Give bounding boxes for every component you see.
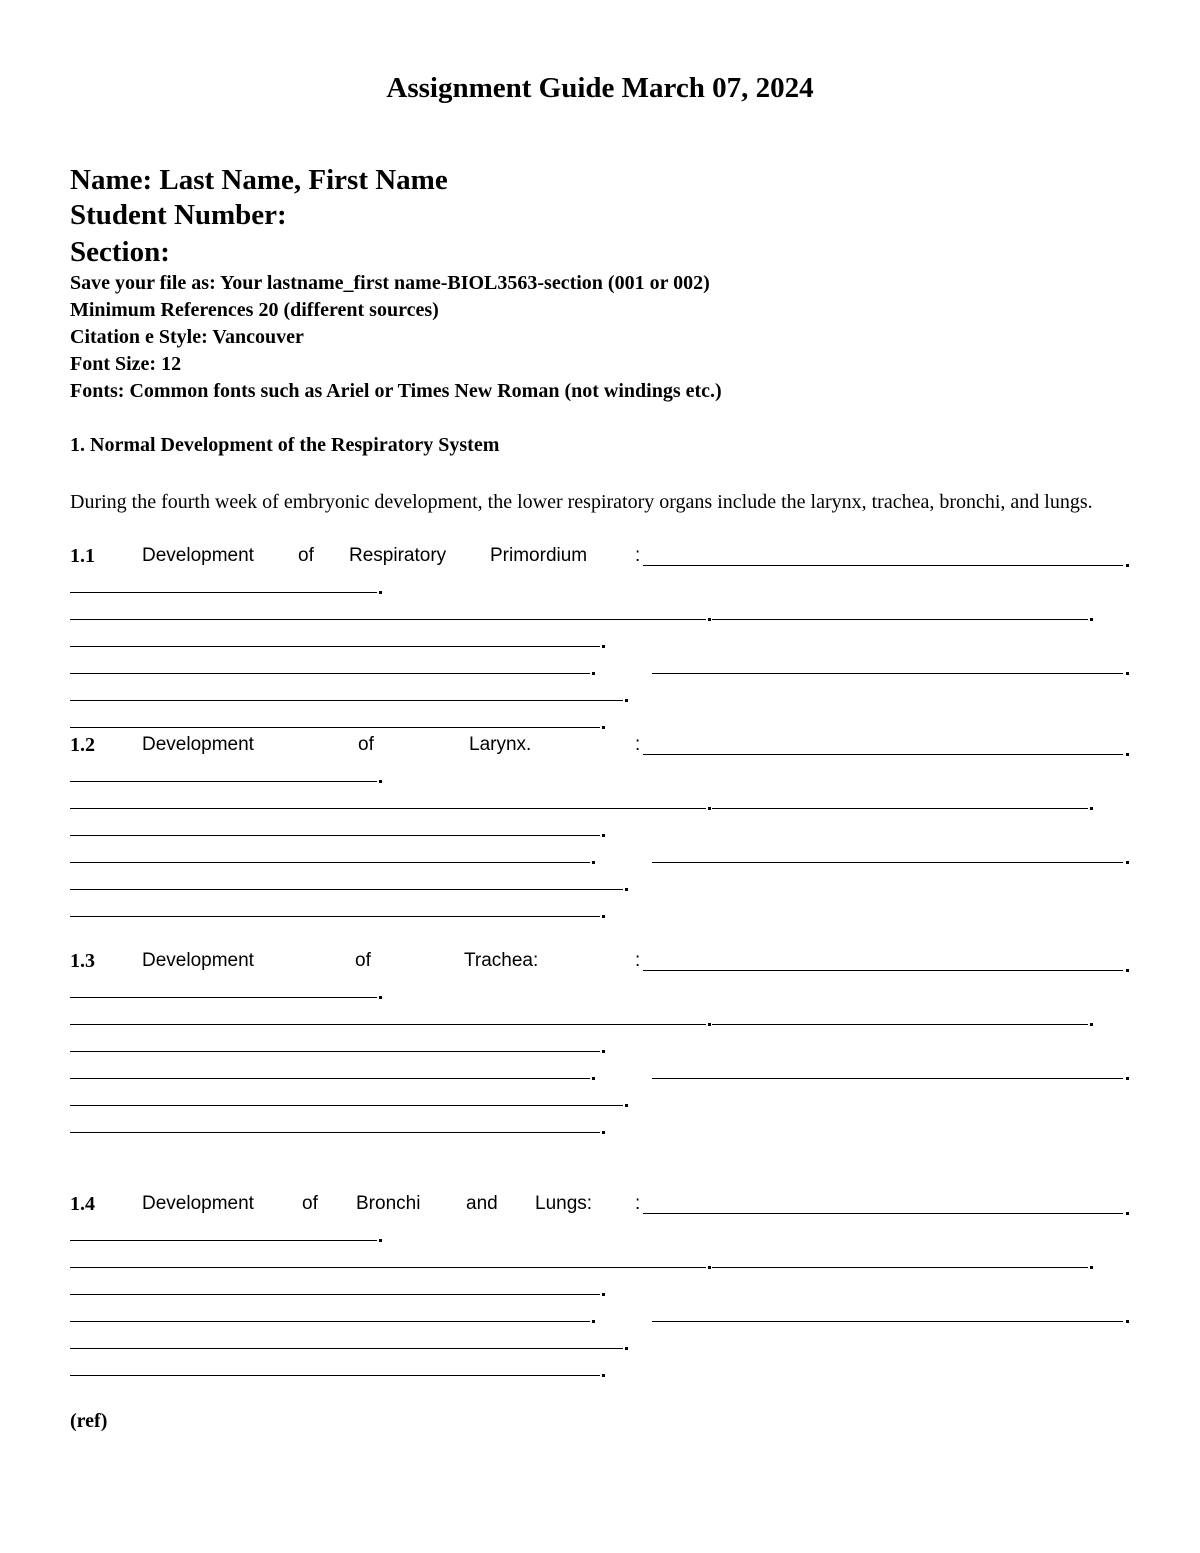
subsection-number: 1.3: [70, 950, 95, 972]
font-size-instruction: Font Size: 12: [70, 353, 182, 375]
subsection-title-word: Development: [142, 545, 254, 566]
subsection-number: 1.2: [70, 734, 95, 756]
min-references-instruction: Minimum References 20 (different sources): [70, 299, 439, 321]
subsection-title-word: Respiratory: [349, 545, 447, 566]
subsection-title-word: of: [358, 734, 374, 755]
ref-label: (ref): [70, 1410, 108, 1432]
subsection-title-word: Larynx.: [469, 734, 532, 755]
subsection-title-word: and: [466, 1193, 498, 1214]
name-field: Name: Last Name, First Name: [70, 164, 448, 196]
section-heading: 1. Normal Development of the Respiratory System: [70, 434, 500, 456]
subsection-number: 1.4: [70, 1193, 95, 1215]
intro-paragraph: During the fourth week of embryonic development, the lower respiratory organs include the larynx, trachea, bronchi, and lungs.: [70, 491, 1093, 513]
subsection-number: 1.1: [70, 545, 95, 567]
fonts-instruction: Fonts: Common fonts such as Ariel or Times New Roman (not windings etc.): [70, 380, 722, 402]
citation-style-instruction: Citation e Style: Vancouver: [70, 326, 304, 348]
subsection-title-word: Trachea:: [464, 950, 539, 971]
subsection-title-word: Bronchi: [356, 1193, 421, 1214]
subsection-title-word: Development: [142, 734, 254, 755]
subsection-title-word: of: [355, 950, 371, 971]
subsection-title-word: of: [298, 545, 314, 566]
subsection-title-word: Development: [142, 950, 254, 971]
section-field: Section:: [70, 236, 170, 268]
subsection-title-word: of: [302, 1193, 318, 1214]
subsection-title-word: Lungs:: [535, 1193, 593, 1214]
subsection-title-word: Development: [142, 1193, 254, 1214]
student-number-field: Student Number:: [70, 199, 287, 231]
save-as-instruction: Save your file as: Your lastname_first name-BIOL3563-section (001 or 002): [70, 272, 710, 294]
page-title: Assignment Guide March 07, 2024: [386, 72, 814, 104]
subsection-title-word: Primordium: [490, 545, 588, 566]
